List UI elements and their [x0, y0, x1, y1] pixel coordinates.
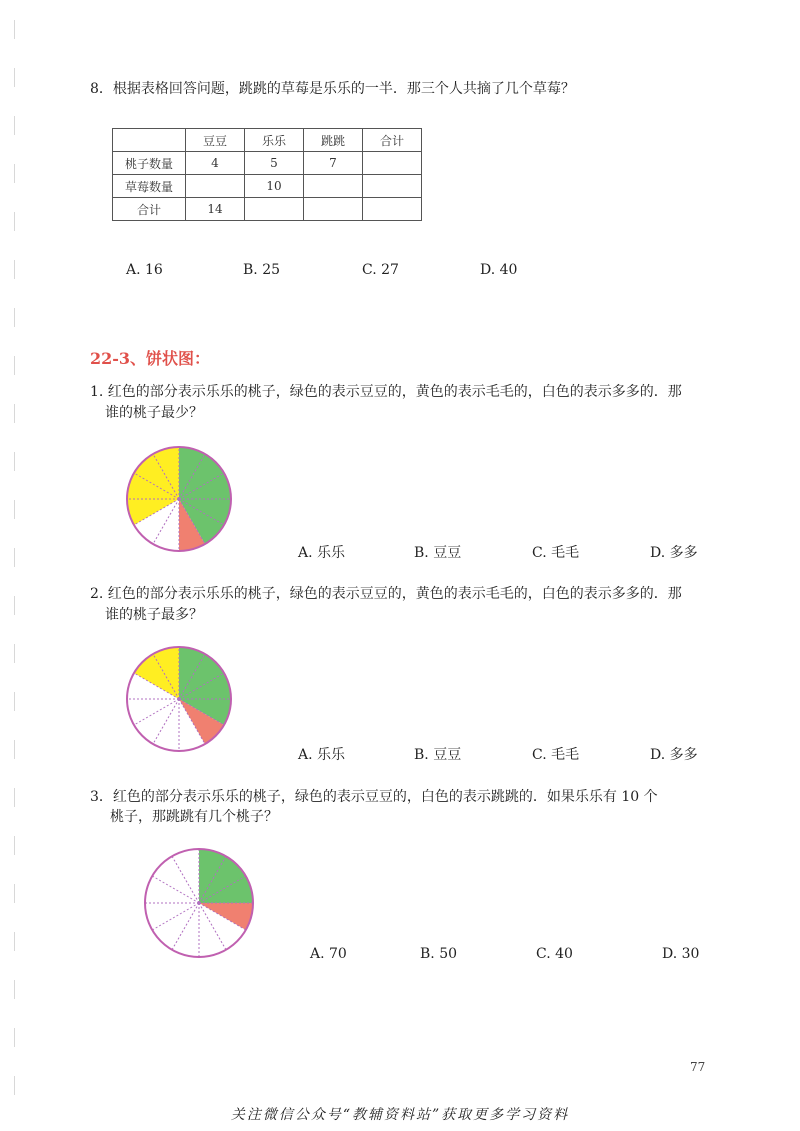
p3-line2: 桃子，那跳跳有几个桃子？ — [110, 809, 278, 825]
table-cell — [113, 129, 186, 152]
section-heading: 22-3、饼状图： — [90, 349, 211, 368]
p3-line1: 3．红色的部分表示乐乐的桃子，绿色的表示豆豆的，白色的表示跳跳的．如果乐乐有 10 个 — [90, 789, 658, 805]
p2-option-d[interactable]: D. 多多 — [650, 747, 698, 763]
page-number: 77 — [690, 1060, 706, 1074]
pie-chart-2 — [122, 644, 236, 754]
table-cell — [304, 198, 363, 221]
table-cell: 4 — [186, 152, 245, 175]
p2-option-b[interactable]: B. 豆豆 — [414, 747, 462, 763]
table-cell — [363, 175, 422, 198]
footer-note: 关注微信公众号“教辅资料站”获取更多学习资料 — [230, 1107, 570, 1123]
q8-text: 8．根据表格回答问题，跳跳的草莓是乐乐的一半．那三个人共摘了几个草莓？ — [90, 81, 575, 97]
p2-line1: 2. 红色的部分表示乐乐的桃子，绿色的表示豆豆的，黄色的表示毛毛的，白色的表示多多的．那 — [90, 586, 682, 602]
p1-line1: 1. 红色的部分表示乐乐的桃子，绿色的表示豆豆的，黄色的表示毛毛的，白色的表示多多的．那 — [90, 384, 682, 400]
pie-chart-3 — [142, 846, 256, 960]
table-cell: 10 — [245, 175, 304, 198]
page-edge-dots — [14, 20, 15, 1100]
p2-line2: 谁的桃子最多？ — [105, 607, 203, 623]
p1-line2: 谁的桃子最少？ — [105, 405, 203, 421]
table-cell: 合计 — [363, 129, 422, 152]
p1-option-d[interactable]: D. 多多 — [650, 545, 698, 561]
table-cell: 14 — [186, 198, 245, 221]
p2-option-c[interactable]: C. 毛毛 — [532, 747, 580, 763]
p3-option-b[interactable]: B. 50 — [420, 946, 458, 962]
table-row — [113, 198, 422, 221]
q8-option-d[interactable]: D. 40 — [480, 262, 518, 278]
p3-option-c[interactable]: C. 40 — [536, 946, 573, 962]
p1-option-b[interactable]: B. 豆豆 — [414, 545, 462, 561]
p1-option-c[interactable]: C. 毛毛 — [532, 545, 580, 561]
table-cell — [186, 175, 245, 198]
pie-chart-1 — [122, 444, 236, 554]
table-cell — [304, 175, 363, 198]
peach-table — [112, 128, 422, 221]
table-row — [113, 175, 422, 198]
table-cell: 草莓数量 — [113, 175, 186, 198]
table-cell — [363, 198, 422, 221]
table-cell: 桃子数量 — [113, 152, 186, 175]
table-cell: 7 — [304, 152, 363, 175]
table-row — [113, 152, 422, 175]
table-cell — [363, 152, 422, 175]
p1-option-a[interactable]: A. 乐乐 — [298, 545, 346, 561]
p3-option-d[interactable]: D. 30 — [662, 946, 700, 962]
table-cell: 合计 — [113, 198, 186, 221]
table-cell — [245, 198, 304, 221]
p3-option-a[interactable]: A. 70 — [310, 946, 347, 962]
p2-option-a[interactable]: A. 乐乐 — [298, 747, 346, 763]
table-cell: 5 — [245, 152, 304, 175]
table-cell: 跳跳 — [304, 129, 363, 152]
q8-option-b[interactable]: B. 25 — [243, 262, 281, 278]
table-cell: 乐乐 — [245, 129, 304, 152]
q8-option-c[interactable]: C. 27 — [362, 262, 399, 278]
table-cell: 豆豆 — [186, 129, 245, 152]
q8-option-a[interactable]: A. 16 — [126, 262, 163, 278]
table-header-row — [113, 129, 422, 152]
